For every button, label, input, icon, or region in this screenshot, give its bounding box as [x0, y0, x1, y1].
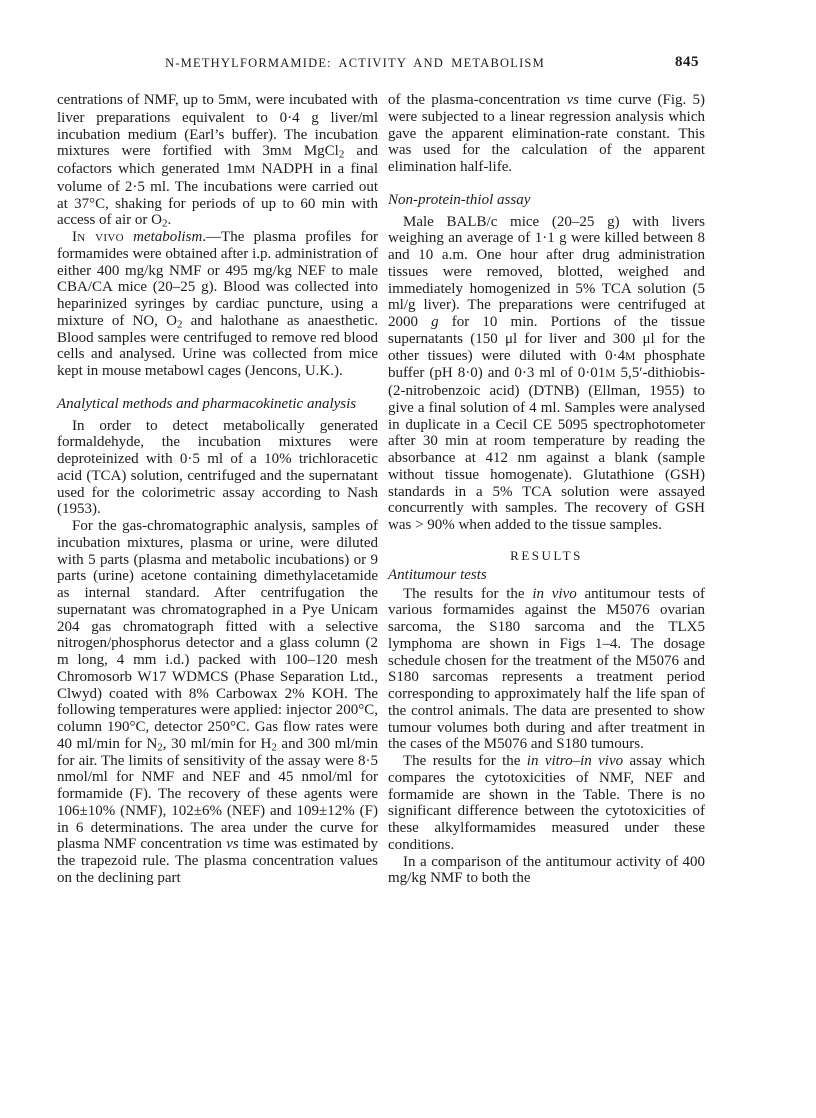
- text-run: In a comparison of the antitumour activity of 400 mg/kg NMF to both the: [388, 853, 705, 887]
- text-run: and halothane as anaesthetic. Blood samples were centrifuged to remove red blood cells and analysed. Urine was collected from mice kept in mouse metabowl cages (Jencons, U.K.).: [57, 312, 378, 379]
- paragraph: [57, 92, 378, 229]
- text-run: 2: [157, 741, 163, 754]
- text-run: of the plasma-concentration: [388, 92, 567, 108]
- results-heading: [388, 548, 705, 564]
- running-head: N-METHYLFORMAMIDE: ACTIVITY AND METABOLISM: [165, 56, 545, 70]
- left-column: [57, 92, 378, 887]
- section-heading: [388, 567, 705, 584]
- paragraph: [388, 854, 705, 888]
- text-run: in vivo: [532, 585, 577, 602]
- paragraph: [388, 753, 705, 854]
- text-run: NADPH in a final volume of 2·5 ml. The incubations were carried out at 37°C, shaking for periods of up to 60 min with access of air or O: [57, 161, 378, 229]
- text-run: .—The plasma profiles for formamides were obtained after i.p. administration of either 400 mg/kg NMF or 495 mg/kg NEF to male CBA/CA mice (20–25 g). Blood was collected into heparinized syringes by cardiac puncture, using a mixture of NO, O: [57, 229, 378, 329]
- text-run: The results for the: [403, 753, 527, 769]
- text-run: vs: [566, 92, 580, 108]
- page-number: 845: [675, 54, 699, 70]
- text-run: Male BALB/c mice (20–25 g) with livers weighing an average of 1·1 g were killed between 8 and 10 a.m. One hour after drug administration tissues were removed, blotted, weighed and immediately homogenized in 5% TCA solution (5 ml/g liver). The preparations were centrifuged at 2000: [388, 213, 705, 330]
- text-run: Non-protein-thiol assay: [388, 191, 531, 208]
- text-run: antitumour tests of various formamides against the M5076 ovarian sarcoma, the S180 sarcoma and the TLX5 lymphoma are shown in Figs 1–4. The dosage schedule chosen for the treatment of the M5076 and S180 sarcomas represents a treatment period corresponding to approximately half the life span of the control animals. The data are presented to show tumour volumes both during and after treatment in the cases of the M5076 and S180 tumours.: [388, 585, 705, 753]
- text-run: [124, 229, 133, 245]
- text-run: M: [245, 164, 256, 176]
- paragraph: [57, 518, 378, 887]
- text-run: in vitro–in vivo: [526, 753, 624, 769]
- text-run: g: [431, 314, 439, 330]
- paragraph: [388, 214, 705, 534]
- paragraph: [57, 418, 378, 519]
- text-run: .: [167, 212, 172, 229]
- page-header: [57, 56, 705, 78]
- text-run: M: [281, 146, 292, 159]
- section-heading: [57, 396, 378, 413]
- text-run: and cofactors which generated 1m: [57, 143, 378, 177]
- text-run: and 300 ml/min for air. The limits of sensitivity of the assay were 8·5 nmol/ml for NMF and NEF and 45 nmol/ml for formamide (F). The recovery of these agents were 106±10% (NMF), 102±6% (NEF) and 109±12% (F) in 6 determinations. The area under the curve for plasma NMF concentration: [57, 735, 378, 853]
- text-run: 2: [338, 148, 345, 161]
- two-column-text-block: [57, 92, 705, 887]
- text-run: M: [625, 350, 636, 363]
- text-run: 2: [271, 741, 277, 754]
- text-run: Antitumour tests: [388, 566, 487, 583]
- text-run: In vivo: [72, 229, 124, 245]
- section-heading: [388, 192, 705, 209]
- text-run: The results for the: [403, 585, 533, 602]
- text-run: RESULTS: [510, 547, 583, 563]
- text-run: centrations of NMF, up to 5m: [57, 92, 238, 108]
- text-run: M: [237, 95, 248, 107]
- paragraph: [388, 92, 705, 176]
- text-run: M: [605, 368, 616, 381]
- text-run: time curve (Fig. 5) were subjected to a linear regression analysis which gave the apparent elimination-rate constant. This was used for the calculation of the apparent elimination half-life.: [388, 92, 705, 175]
- text-run: 2: [176, 318, 183, 331]
- text-run: MgCl: [291, 143, 339, 160]
- text-run: , 30 ml/min for H: [162, 735, 272, 752]
- text-run: , were incubated with liver preparations equivalent to 0·4 g liver/ml incubation medium (Earl’s buffer). The incubation mixtures were fortified with 3m: [57, 92, 379, 160]
- text-run: Analytical methods and pharmacokinetic analysis: [57, 395, 357, 412]
- text-run: For the gas-chromatographic analysis, samples of incubation mixtures, plasma or urine, were diluted with 5 parts (plasma and metabolic incubations) or 9 parts (urine) acetone containing dimethylacetamide as internal standard. After centrifugation the supernatant was chromatographed in a Pye Unicam 204 gas chromatograph fitted with a selective nitrogen/phosphorus detector and a glass column (2 m long, 4 mm i.d.) packed with 100–120 mesh Chromosorb W17 WDMCS (Phase Separation Ltd., Clwyd) coated with 8% Carbowax 2% KOH. The following temperatures were applied: injector 200°C, column 190°C, detector 250°C. Gas flow rates were 40 ml/min for N: [57, 518, 378, 752]
- text-run: 5,5′-dithiobis-(2-nitrobenzoic acid) (DTNB) (Ellman, 1955) to give a final solution of 4 ml. Samples were analysed in duplicate in a Cecil CE 5095 spectrophotometer after 30 min at room temperature by reading the absorbance at 412 nm against a blank (sample without tissue homogenate). Glutathione (GSH) standards in a 5% TCA solution were assayed concurrently with samples. The recovery of GSH was > 90% when added to the tissue samples.: [388, 365, 706, 533]
- text-run: 2: [161, 217, 168, 230]
- text-run: phosphate buffer (pH 8·0) and 0·3 ml of 0·01: [388, 347, 705, 382]
- text-run: In order to detect metabolically generated formaldehyde, the incubation mixtures were deproteinized with 0·5 ml of a 10% trichloracetic acid (TCA) solution, centrifuged and the supernatant used for the colorimetric assay according to Nash (1953).: [57, 417, 378, 518]
- text-run: assay which compares the cytotoxicities of NMF, NEF and formamide are shown in the Table. There is no significant difference between the cytotoxicities of these alkylformamides measured under these conditions.: [388, 753, 705, 853]
- paragraph: [57, 229, 378, 380]
- text-run: vs: [226, 836, 239, 853]
- text-run: time was estimated by the trapezoid rule. The plasma concentration values on the declining part: [57, 836, 378, 886]
- text-run: metabolism: [133, 229, 203, 245]
- paragraph: [388, 586, 705, 754]
- text-run: for 10 min. Portions of the tissue supernatants (150 μl for liver and 300 μl for the other tissues) were diluted with 0·4: [388, 314, 706, 364]
- right-column: [388, 92, 705, 887]
